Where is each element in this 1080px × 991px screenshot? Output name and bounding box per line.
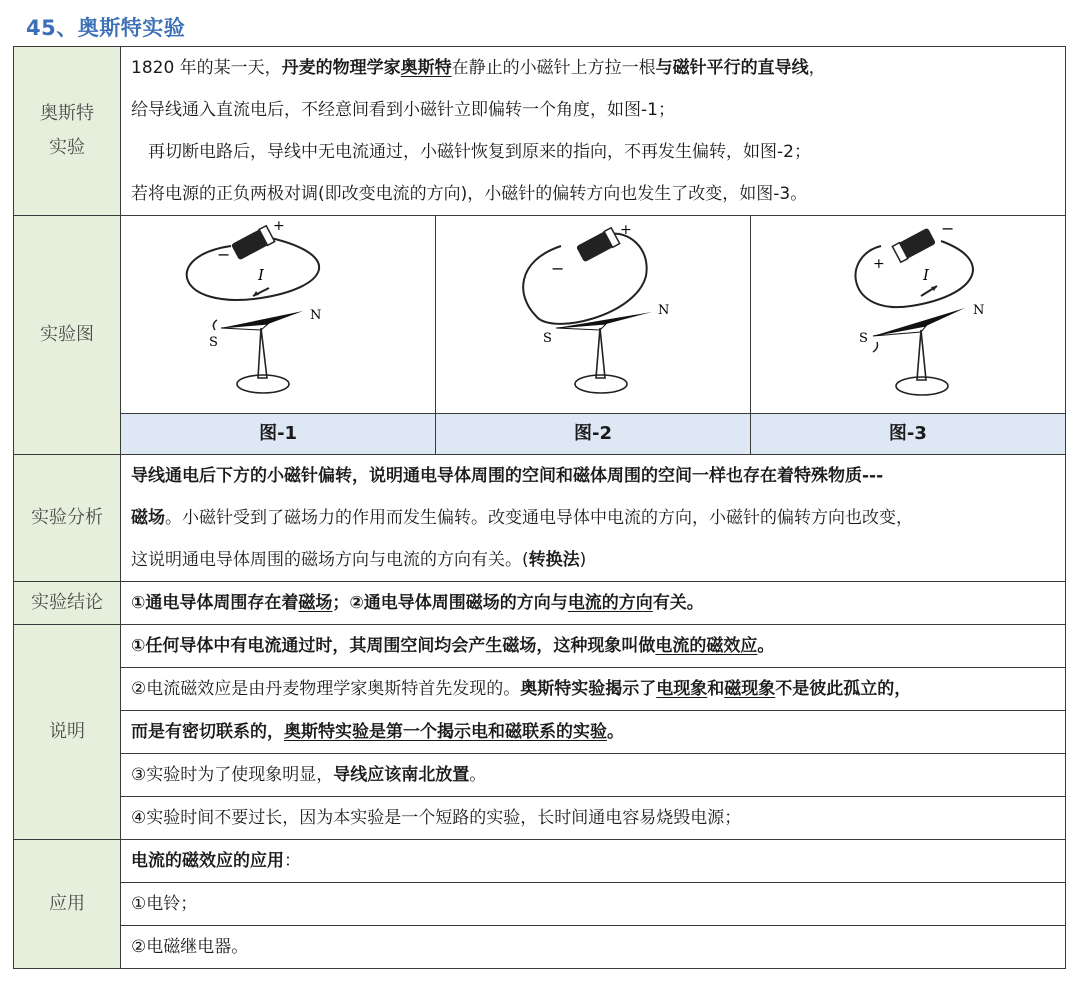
application-content [121, 840, 1066, 969]
experiment-line-1: 1820 年的某一天，丹麦的物理学家奥斯特在静止的小磁针上方拉一根与磁针平行的直导线， [131, 58, 826, 78]
svg-text:S: S [209, 335, 218, 350]
conclusion-line: ①通电导体周围存在着磁场；②通电导体周围磁场的方向与电流的方向有关。 [131, 593, 704, 613]
analysis-line-2: 磁场。小磁针受到了磁场力的作用而发生偏转。改变通电导体中电流的方向，小磁针的偏转方向也改变， [131, 508, 913, 528]
figures-content [121, 216, 1066, 455]
experiment-line-3: 再切断电路后，导线中无电流通过，小磁针恢复到原来的指向，不再发生偏转，如图-2； [131, 142, 811, 162]
figure-3-caption: 图-3 [751, 413, 1065, 454]
figure-3-illustration [751, 216, 1059, 413]
row-conclusion [14, 582, 1066, 625]
row-experiment [14, 47, 1066, 216]
figure-2-illustration [436, 216, 746, 413]
svg-text:+: + [620, 222, 632, 238]
svg-text:I: I [258, 266, 264, 284]
analysis-content [121, 455, 1066, 582]
page-title: 45、奥斯特实验 [26, 16, 186, 40]
note-2-line-1: ②电流磁效应是由丹麦物理学家奥斯特首先发现的。奥斯特实验揭示了电现象和磁现象不是彼此孤立的， [121, 668, 1065, 711]
svg-text:N: N [310, 308, 322, 323]
figure-1-illustration [121, 216, 447, 413]
note-1: ①任何导体中有电流通过时，其周围空间均会产生磁场，这种现象叫做电流的磁效应。 [121, 625, 1065, 668]
row-notes [14, 625, 1066, 840]
application-line-1: 电流的磁效应的应用： [121, 840, 1065, 883]
figure-1-caption: 图-1 [121, 413, 435, 454]
row-application [14, 840, 1066, 969]
figure-2-caption: 图-2 [436, 413, 750, 454]
conclusion-content [121, 582, 1066, 625]
label-conclusion: 实验结论 [14, 582, 121, 625]
row-figures [14, 216, 1066, 455]
svg-text:−: − [217, 245, 231, 264]
application-line-2: ①电铃； [121, 883, 1065, 926]
analysis-line-1: 导线通电后下方的小磁针偏转，说明通电导体周围的空间和磁体周围的空间一样也存在着特殊物质--- [131, 466, 884, 486]
svg-text:S: S [858, 331, 868, 346]
experiment-line-2: 给导线通入直流电后，不经意间看到小磁针立即偏转一个角度，如图-1； [131, 100, 675, 120]
figures-grid [121, 216, 1065, 454]
svg-text:+: + [273, 218, 285, 234]
label-analysis: 实验分析 [14, 455, 121, 582]
label-figures: 实验图 [14, 216, 121, 455]
experiment-table [13, 46, 1066, 969]
figure-1 [121, 216, 436, 454]
label-application: 应用 [14, 840, 121, 969]
svg-text:−: − [940, 219, 955, 238]
figure-2 [436, 216, 751, 454]
svg-text:N: N [658, 303, 670, 318]
label-notes: 说明 [14, 625, 121, 840]
experiment-content [121, 47, 1066, 216]
analysis-line-3: 这说明通电导体周围的磁场方向与电流的方向有关。(转换法) [131, 550, 587, 570]
figure-3 [750, 216, 1065, 454]
application-line-3: ②电磁继电器。 [131, 937, 249, 957]
experiment-line-4: 若将电源的正负两极对调(即改变电流的方向)，小磁针的偏转方向也发生了改变，如图-3。 [131, 184, 808, 204]
note-4: ④实验时间不要过长，因为本实验是一个短路的实验，长时间通电容易烧毁电源； [131, 808, 742, 828]
svg-text:−: − [551, 259, 565, 278]
label-experiment: 奥斯特 实验 [14, 47, 121, 216]
notes-content [121, 625, 1066, 840]
svg-text:I: I [922, 266, 929, 284]
svg-text:+: + [872, 256, 885, 272]
note-3: ③实验时为了使现象明显，导线应该南北放置。 [121, 754, 1065, 797]
note-2 [121, 668, 1065, 754]
note-2-line-2: 而是有密切联系的，奥斯特实验是第一个揭示电和磁联系的实验。 [131, 722, 624, 742]
svg-text:S: S [543, 331, 553, 346]
row-analysis [14, 455, 1066, 582]
svg-text:N: N [972, 303, 985, 318]
